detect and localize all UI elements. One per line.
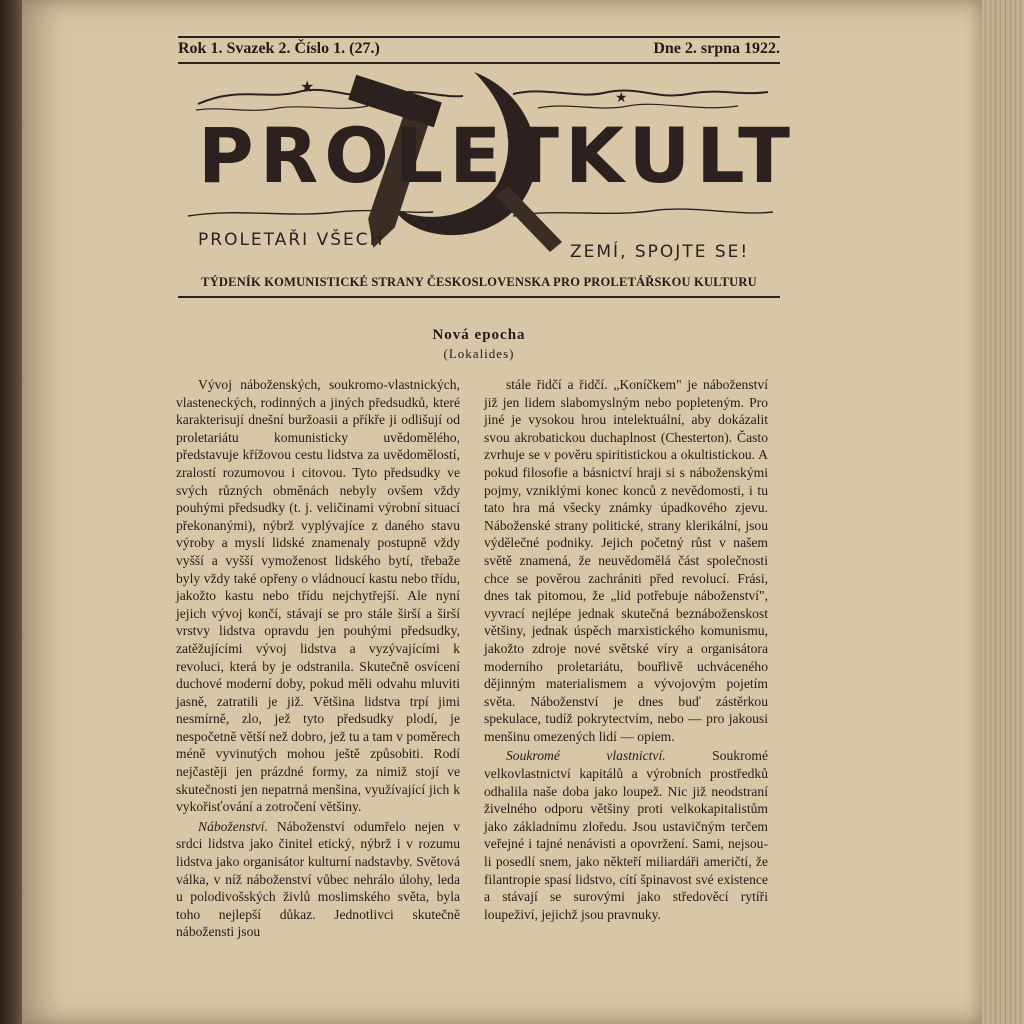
top-rule — [178, 36, 780, 38]
paragraph-text: Vývoj náboženských, soukromo-vlastnických, vlasteneckých, rodinných a jiných předsudků, které karakterisují dnešní buržoasii a příkře ji odlišují od proletariátu komunisticky uvědomělého, představuje křížovou cestu lidstva za uvědomělostí, zralostí rozumovou i citovou. Tyto předsudky ve svých různých obměnách nebyly ovšem vždy pouhými předsudky (t. j. veličinami výrobní situací překonanými), nýbrž vyplývajíce z daného stavu výroby a myslí lidské znamenaly postupně vždy vyšší a vyšší vymoženost lidského bytí, třebaže byly vždy také opřeny o vládnoucí kastu nebo třídu, jakožto kastu nebo třídu nejchytřejší. Ale nyní jejich vývoj končí, stávají se pro stále širší a širší vrstvy lidstva opravdu jen pouhými předsudky, zatěžujícími vývoj lidstva a vyzývajícími k revoluci, která by je odstranila. Skutečně osvícení duchové moderní doby, pokud měli odvahu mluviti jasně, zatratili je již. Většina lidstva trpí jimi nesmírně, zlo, jež tyto předsudky plodí, je nespočetně větší než dobro, jež tu a tam v poměrech méně vyvinutých mohou ještě způsobiti. Rodí nejčastěji jen prázdné formy, za nimiž stojí ve skutečnosti jen nepatrná menšina, využívající jich k vykořisťování a zotročení většiny. — [176, 377, 460, 815]
page-edges — [982, 0, 1024, 1024]
paragraph-text: Soukromé velkovlastnictví kapitálů a výrobních prostředků odhalila naše doba jako loupež. Nic již neodstraní živelného odporu většiny proti velkokapitalistům jako základnímu zloředu. Jsou ustavičným terčem veřejné i tajné nenávisti a opovržení. Sami, nejsou-li posedlí snem, jako někteří miliardáři američtí, že filantropie spasí lidstvo, cítí špinavost své existence a stávají se surovými jako středověcí rytíři loupeživí, jejichž jsou pravnuky. — [484, 748, 768, 922]
article-column-right — [484, 376, 768, 923]
publication-subtitle: TÝDENÍK KOMUNISTICKÉ STRANY ČESKOSLOVENSKA PRO PROLETÁŘSKOU KULTURU — [201, 275, 757, 289]
paragraph-lead: Náboženství. — [198, 818, 268, 834]
issue-rule — [178, 62, 780, 64]
paragraph-text: stále řidčí a řidčí. „Koníčkem" je náboženství již jen lidem slabomyslným nebo popleteným. Pro jiné je vysokou hrou intelektuální, aby dokázalit svou akrobatickou duchaplnost (Chesterton). Často zvrhuje se v pověru spiritistickou a okultistickou. A pokud filosofie a básnictví hraji si s náboženskými pojmy, vzniklými konec konců z nevědomosti, i tu tato hra má všecky známky úpadkového zjevu. Náboženské strany politické, strany klerikální, jsou výdělečné podniky. Jejich početný růst v našem světě znamená, že neuvědomělá část společnosti chce se pověrou zachrániti před revolucí. Frási, dnes tak pitomou, že „lid potřebuje náboženství", vyvrací nejlépe jednak skutečná beznáboženskost většiny, jednak úspěch marxistického komunismu, jakožto zdroje nové světské víry a organisátora moderního proletariátu, bouřlivě uchváceného dějinným materialismem a vývojovým pojetím světa. Náboženství je dnes buď zástěrkou spekulace, tudíž pokrytectvím, nebo — pro jakousi menšinu omezených lidí — opiem. — [484, 377, 768, 744]
paragraph-lead: Soukromé vlastnictví. — [506, 748, 666, 764]
svg-text:★: ★ — [300, 77, 315, 96]
slogan-left: PROLETAŘI VŠECH — [198, 230, 385, 250]
article-author: (Lokalides) — [443, 346, 515, 361]
slogan-right: ZEMÍ, SPOJTE SE! — [570, 242, 750, 262]
masthead — [178, 66, 796, 262]
issue-line — [178, 40, 780, 58]
paragraph — [484, 747, 768, 923]
book-binding — [0, 0, 22, 1024]
article-title: Nová epocha — [432, 327, 526, 343]
date-line: Dne 2. srpna 1922. — [653, 40, 780, 57]
masthead-title: PROLETKULT — [198, 111, 796, 200]
paragraph — [176, 818, 460, 941]
article-column-left — [176, 376, 460, 941]
paragraph — [176, 376, 460, 816]
svg-text:★: ★ — [615, 90, 628, 106]
volume-line: Rok 1. Svazek 2. Číslo 1. (27.) — [178, 40, 380, 57]
paragraph — [484, 376, 768, 745]
paragraph-text: Náboženství odumřelo nejen v srdci lidstva jako činitel etický, nýbrž i v rozumu lidstva jako organisátor kulturní nadstavby. Světová válka, v níž náboženství vůbec nehrálo úlohy, leda u polodivošských živlů moslimského světa, byla toho nejlepší důkaz. Jednotlivci skutečně nábožensti jsou — [176, 818, 460, 940]
subtitle-rule — [178, 296, 780, 298]
